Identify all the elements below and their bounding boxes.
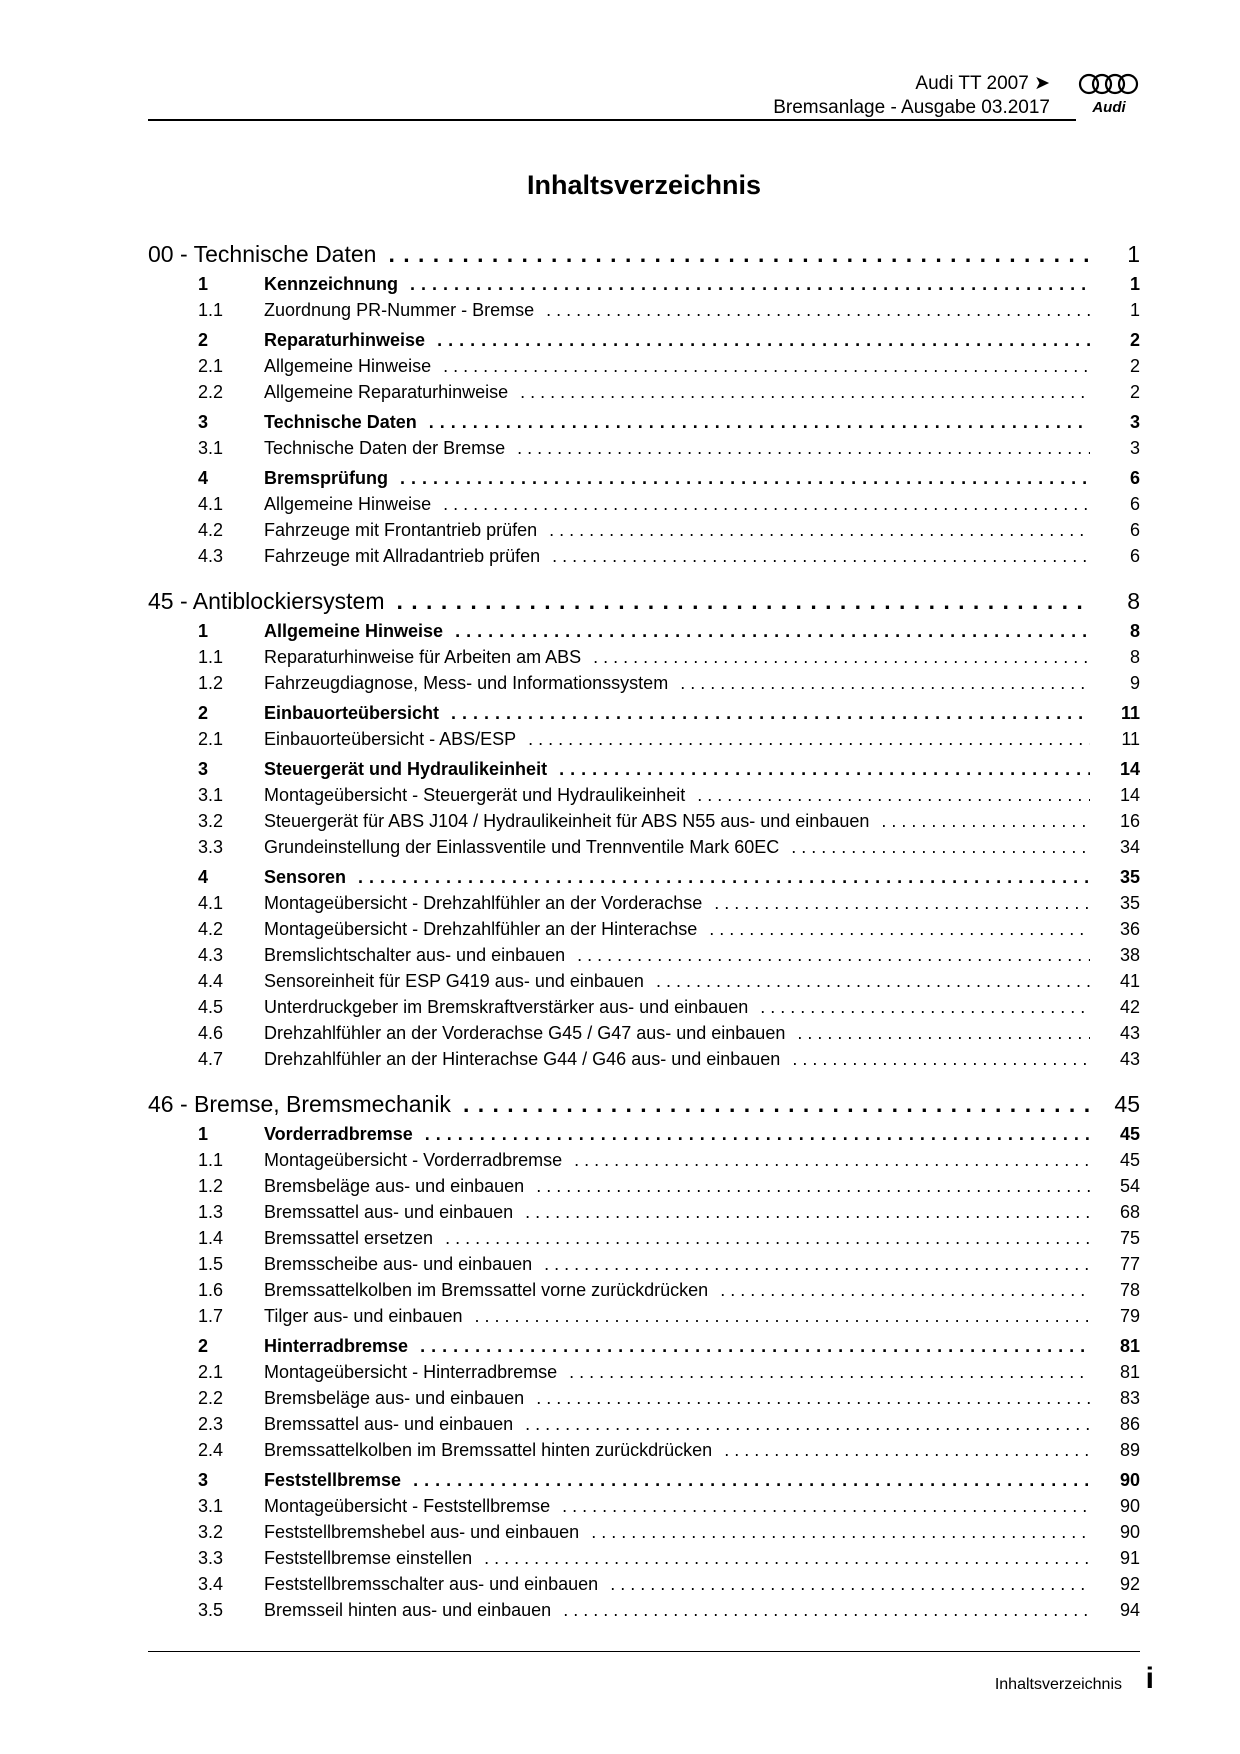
toc-entry-number: 1.6 bbox=[198, 1280, 224, 1300]
toc-entry-page: 90 bbox=[1119, 1496, 1140, 1516]
toc-sub-row[interactable] bbox=[148, 726, 1140, 752]
toc-section-row[interactable] bbox=[148, 409, 1140, 435]
toc-entry-page: 43 bbox=[1119, 1023, 1140, 1043]
dot-leader bbox=[552, 543, 1090, 569]
toc-entry-number: 1.1 bbox=[198, 647, 224, 667]
toc-sub-row[interactable] bbox=[148, 968, 1140, 994]
toc-entry-page: 6 bbox=[1129, 494, 1140, 514]
dot-leader bbox=[546, 297, 1090, 323]
toc-entry-title: Steuergerät und Hydraulikeinheit bbox=[264, 759, 548, 779]
toc-entry-title: Allgemeine Reparaturhinweise bbox=[264, 382, 509, 402]
toc-entry-number: 3.1 bbox=[198, 438, 224, 458]
dot-leader bbox=[593, 644, 1090, 670]
toc-entry-page: 1 bbox=[1129, 300, 1140, 320]
toc-entry-number: 3 bbox=[198, 759, 209, 779]
toc-entry-page: 6 bbox=[1129, 468, 1140, 488]
toc-entry-title: Montageübersicht - Drehzahlfühler an der Vorderachse bbox=[264, 893, 703, 913]
toc-entry-page: 6 bbox=[1129, 546, 1140, 566]
dot-leader bbox=[413, 1467, 1090, 1493]
toc-entry-number: 4.2 bbox=[198, 919, 224, 939]
toc-entry-title: Fahrzeugdiagnose, Mess- und Informationssystem bbox=[264, 673, 669, 693]
dot-leader bbox=[536, 1385, 1090, 1411]
toc-entry-page: 45 bbox=[1114, 1091, 1140, 1117]
toc-entry-number: 1 bbox=[198, 1124, 209, 1144]
toc-entry-number: 1.3 bbox=[198, 1202, 224, 1222]
toc-entry-number: 3.3 bbox=[198, 837, 224, 857]
toc-entry-title: Feststellbremse bbox=[264, 1470, 402, 1490]
toc-entry-title: Technische Daten der Bremse bbox=[264, 438, 506, 458]
toc-entry-page: 79 bbox=[1119, 1306, 1140, 1326]
toc-entry-title: Tilger aus- und einbauen bbox=[264, 1306, 463, 1326]
toc-sub-row[interactable] bbox=[148, 1199, 1140, 1225]
toc-entry-number: 3 bbox=[198, 1470, 209, 1490]
audi-logo-text: Audi bbox=[1092, 99, 1126, 116]
toc-chapter-row[interactable] bbox=[148, 585, 1140, 618]
toc-sub-row[interactable] bbox=[148, 808, 1140, 834]
toc-entry-page: 89 bbox=[1119, 1440, 1140, 1460]
toc-entry-page: 8 bbox=[1127, 588, 1140, 614]
dot-leader bbox=[400, 465, 1090, 491]
toc-entry-title: Bremsbeläge aus- und einbauen bbox=[264, 1176, 525, 1196]
toc-entry-page: 14 bbox=[1119, 785, 1140, 805]
toc-entry-page: 2 bbox=[1129, 382, 1140, 402]
toc-entry-page: 90 bbox=[1119, 1470, 1140, 1490]
toc-entry-page: 2 bbox=[1129, 330, 1140, 350]
toc-section-row[interactable] bbox=[148, 1467, 1140, 1493]
toc-sub-row[interactable] bbox=[148, 1545, 1140, 1571]
toc-entry-title: Bremssattel aus- und einbauen bbox=[264, 1202, 514, 1222]
toc-entry-page: 92 bbox=[1119, 1574, 1140, 1594]
toc-entry-page: 54 bbox=[1119, 1176, 1140, 1196]
toc-section-row[interactable] bbox=[148, 327, 1140, 353]
toc-entry-page: 16 bbox=[1119, 811, 1140, 831]
toc-entry-title: Feststellbremsschalter aus- und einbauen bbox=[264, 1574, 599, 1594]
dot-leader bbox=[559, 756, 1090, 782]
toc-sub-row[interactable] bbox=[148, 1020, 1140, 1046]
toc-entry-number: 2 bbox=[198, 703, 209, 723]
toc-entry-page: 11 bbox=[1121, 729, 1140, 749]
audi-logo-icon bbox=[1078, 72, 1140, 118]
toc-entry-title: Montageübersicht - Vorderradbremse bbox=[264, 1150, 563, 1170]
toc-entry-number: 2.1 bbox=[198, 356, 224, 376]
dot-leader bbox=[709, 916, 1090, 942]
toc-entry-number: 4.3 bbox=[198, 546, 224, 566]
toc-sub-row[interactable] bbox=[148, 1519, 1140, 1545]
toc-entry-number: 4.1 bbox=[198, 494, 224, 514]
toc-entry-page: 9 bbox=[1129, 673, 1140, 693]
dot-leader bbox=[591, 1519, 1090, 1545]
toc-sub-row[interactable] bbox=[148, 1277, 1140, 1303]
dot-leader bbox=[455, 618, 1090, 644]
header-text bbox=[773, 72, 1050, 120]
toc-entry-title: Bremssattel ersetzen bbox=[264, 1228, 434, 1248]
toc-sub-row[interactable] bbox=[148, 491, 1140, 517]
toc-sub-row[interactable] bbox=[148, 942, 1140, 968]
toc-entry-page: 75 bbox=[1119, 1228, 1140, 1248]
dot-leader bbox=[388, 238, 1090, 271]
dot-leader bbox=[791, 834, 1090, 860]
toc-entry-title: Feststellbremshebel aus- und einbauen bbox=[264, 1522, 580, 1542]
toc-entry-page: 86 bbox=[1119, 1414, 1140, 1434]
dot-leader bbox=[525, 1411, 1090, 1437]
toc-entry-title: Bremsscheibe aus- und einbauen bbox=[264, 1254, 533, 1274]
toc-entry-title: Bremslichtschalter aus- und einbauen bbox=[264, 945, 566, 965]
dot-leader bbox=[443, 353, 1090, 379]
toc-entry-number: 2 bbox=[198, 1336, 209, 1356]
toc-entry-number: 1 bbox=[198, 621, 209, 641]
dot-leader bbox=[680, 670, 1090, 696]
dot-leader bbox=[563, 1597, 1090, 1623]
toc-entry-number: 2.4 bbox=[198, 1440, 224, 1460]
toc-entry-page: 14 bbox=[1119, 759, 1140, 779]
toc-entry-title: Feststellbremse einstellen bbox=[264, 1548, 473, 1568]
toc-section-row[interactable] bbox=[148, 271, 1140, 297]
toc-entry-page: 43 bbox=[1119, 1049, 1140, 1069]
dot-leader bbox=[517, 435, 1090, 461]
toc-entry-title: Sensoreinheit für ESP G419 aus- und einbauen bbox=[264, 971, 644, 991]
toc-entry-title: Fahrzeuge mit Allradantrieb prüfen bbox=[264, 546, 541, 566]
toc-entry-number: 3.2 bbox=[198, 1522, 224, 1542]
toc-sub-row[interactable] bbox=[148, 1385, 1140, 1411]
toc-sub-row[interactable] bbox=[148, 297, 1140, 323]
dot-leader bbox=[410, 271, 1090, 297]
dot-leader bbox=[656, 968, 1090, 994]
toc-section-row[interactable] bbox=[148, 465, 1140, 491]
toc-entry-number: 3.4 bbox=[198, 1574, 224, 1594]
header-rule bbox=[148, 119, 1076, 121]
toc-sub-row[interactable] bbox=[148, 1147, 1140, 1173]
dot-leader bbox=[520, 379, 1090, 405]
dot-leader bbox=[425, 1121, 1090, 1147]
page-title: Inhaltsverzeichnis bbox=[526, 170, 762, 200]
toc-sub-row[interactable] bbox=[148, 916, 1140, 942]
toc-entry-number: 3.5 bbox=[198, 1600, 224, 1620]
toc-entry-title: Grundeinstellung der Einlassventile und Trennventile Mark 60EC bbox=[264, 837, 780, 857]
toc-sub-row[interactable] bbox=[148, 517, 1140, 543]
toc-entry-page: 3 bbox=[1129, 412, 1140, 432]
toc-section-row[interactable] bbox=[148, 700, 1140, 726]
toc-entry-page: 41 bbox=[1119, 971, 1140, 991]
dot-leader bbox=[760, 994, 1090, 1020]
toc-entry-page: 1 bbox=[1127, 241, 1140, 267]
toc-entry-number: 2 bbox=[198, 330, 209, 350]
dot-leader bbox=[528, 726, 1090, 752]
toc-entry-number: 4.4 bbox=[198, 971, 224, 991]
toc-section-row[interactable] bbox=[148, 864, 1140, 890]
toc-entry-number: 1.2 bbox=[198, 1176, 224, 1196]
toc-entry-title: Bremsbeläge aus- und einbauen bbox=[264, 1388, 525, 1408]
toc-entry-number: 2.2 bbox=[198, 382, 224, 402]
toc-entry-title: Bremssattel aus- und einbauen bbox=[264, 1414, 514, 1434]
toc-entry-page: 8 bbox=[1129, 621, 1140, 641]
toc-sub-row[interactable] bbox=[148, 1597, 1140, 1623]
header-model: Audi TT 2007 ➤ bbox=[915, 73, 1050, 94]
toc-entry-page: 8 bbox=[1129, 647, 1140, 667]
toc-sub-row[interactable] bbox=[148, 1493, 1140, 1519]
page-header bbox=[148, 66, 1140, 122]
dot-leader bbox=[463, 1088, 1090, 1121]
toc-entry-number: 4.3 bbox=[198, 945, 224, 965]
toc-entry-number: 1 bbox=[198, 274, 209, 294]
toc-entry-number: 2.3 bbox=[198, 1414, 224, 1434]
toc-entry-number: 1.7 bbox=[198, 1306, 224, 1326]
toc-entry-page: 3 bbox=[1129, 438, 1140, 458]
dot-leader bbox=[429, 409, 1090, 435]
toc-entry-number: 4 bbox=[198, 867, 209, 887]
toc-entry-title: Drehzahlfühler an der Vorderachse G45 / G47 aus- und einbauen bbox=[264, 1023, 786, 1043]
toc-sub-row[interactable] bbox=[148, 644, 1140, 670]
dot-leader bbox=[724, 1437, 1090, 1463]
dot-leader bbox=[443, 491, 1090, 517]
toc-entry-page: 45 bbox=[1119, 1124, 1140, 1144]
toc-entry-title: Drehzahlfühler an der Hinterachse G44 / G46 aus- und einbauen bbox=[264, 1049, 781, 1069]
toc-entry-number: 1.5 bbox=[198, 1254, 224, 1274]
toc-entry-title: Sensoren bbox=[264, 867, 347, 887]
footer-label: Inhaltsverzeichnis bbox=[994, 1676, 1122, 1693]
toc-entry-page: 1 bbox=[1129, 274, 1140, 294]
toc-sub-row[interactable] bbox=[148, 1251, 1140, 1277]
toc-entry-title: Bremssattelkolben im Bremssattel vorne zurückdrücken bbox=[264, 1280, 709, 1300]
toc-section-row[interactable] bbox=[148, 756, 1140, 782]
toc-entry-number: 4 bbox=[198, 468, 209, 488]
dot-leader bbox=[525, 1199, 1090, 1225]
dot-leader bbox=[577, 942, 1090, 968]
footer-rule bbox=[148, 1651, 1140, 1652]
toc-entry-title: Allgemeine Hinweise bbox=[264, 356, 432, 376]
toc-sub-row[interactable] bbox=[148, 1437, 1140, 1463]
toc-entry-page: 45 bbox=[1119, 1150, 1140, 1170]
toc-sub-row[interactable] bbox=[148, 670, 1140, 696]
dot-leader bbox=[544, 1251, 1090, 1277]
toc-entry-title: Bremsseil hinten aus- und einbauen bbox=[264, 1600, 552, 1620]
toc-entry-number: 4.7 bbox=[198, 1049, 224, 1069]
toc-entry-page: 78 bbox=[1119, 1280, 1140, 1300]
toc-entry-number: 4.2 bbox=[198, 520, 224, 540]
toc-entry-number: 3.1 bbox=[198, 1496, 224, 1516]
toc-entry-page: 2 bbox=[1129, 356, 1140, 376]
toc-entry-title: Bremssattelkolben im Bremssattel hinten zurückdrücken bbox=[264, 1440, 713, 1460]
toc-entry-number: 2.1 bbox=[198, 729, 224, 749]
toc-sub-row[interactable] bbox=[148, 1359, 1140, 1385]
toc-entry-page: 81 bbox=[1119, 1362, 1140, 1382]
toc-sub-row[interactable] bbox=[148, 353, 1140, 379]
toc-entry-page: 83 bbox=[1119, 1388, 1140, 1408]
toc-entry-title: 00 - Technische Daten bbox=[148, 241, 377, 267]
dot-leader bbox=[396, 585, 1090, 618]
toc-sub-row[interactable] bbox=[148, 1303, 1140, 1329]
dot-leader bbox=[881, 808, 1090, 834]
toc-entry-number: 3 bbox=[198, 412, 209, 432]
toc-sub-row[interactable] bbox=[148, 1173, 1140, 1199]
dot-leader bbox=[358, 864, 1090, 890]
dot-leader bbox=[697, 782, 1090, 808]
toc-entry-title: Montageübersicht - Hinterradbremse bbox=[264, 1362, 558, 1382]
toc-entry-title: Steuergerät für ABS J104 / Hydraulikeinheit für ABS N55 aus- und einbauen bbox=[264, 811, 870, 831]
toc-entry-page: 6 bbox=[1129, 520, 1140, 540]
toc-sub-row[interactable] bbox=[148, 543, 1140, 569]
toc-entry-title: Bremsprüfung bbox=[264, 468, 389, 488]
toc-sub-row[interactable] bbox=[148, 435, 1140, 461]
toc-entry-number: 3.2 bbox=[198, 811, 224, 831]
footer-page-number: i bbox=[1145, 1662, 1154, 1695]
toc-entry-page: 38 bbox=[1119, 945, 1140, 965]
header-subtitle: Bremsanlage - Ausgabe 03.2017 bbox=[773, 97, 1050, 118]
dot-leader bbox=[720, 1277, 1090, 1303]
toc-entry-number: 4.6 bbox=[198, 1023, 224, 1043]
toc-entry-number: 1.2 bbox=[198, 673, 224, 693]
toc-entry-title: Montageübersicht - Steuergerät und Hydraulikeinheit bbox=[264, 785, 686, 805]
dot-leader bbox=[574, 1147, 1090, 1173]
toc-section-row[interactable] bbox=[148, 618, 1140, 644]
dot-leader bbox=[474, 1303, 1090, 1329]
dot-leader bbox=[484, 1545, 1090, 1571]
dot-leader bbox=[451, 700, 1090, 726]
toc-entry-number: 1.1 bbox=[198, 1150, 224, 1170]
toc-entry-title: Allgemeine Hinweise bbox=[264, 494, 432, 514]
toc-sub-row[interactable] bbox=[148, 379, 1140, 405]
toc-entry-title: Einbauorteübersicht - ABS/ESP bbox=[264, 729, 517, 749]
toc-entry-number: 2.2 bbox=[198, 1388, 224, 1408]
toc-entry-title: 45 - Antiblockiersystem bbox=[148, 588, 385, 614]
toc-sub-row[interactable] bbox=[148, 1046, 1140, 1072]
toc-entry-title: Hinterradbremse bbox=[264, 1336, 409, 1356]
table-of-contents bbox=[148, 238, 1140, 1623]
toc-entry-page: 77 bbox=[1119, 1254, 1140, 1274]
toc-sub-row[interactable] bbox=[148, 994, 1140, 1020]
toc-entry-page: 81 bbox=[1119, 1336, 1140, 1356]
dot-leader bbox=[437, 327, 1090, 353]
toc-entry-title: Kennzeichnung bbox=[264, 274, 398, 294]
toc-entry-page: 34 bbox=[1119, 837, 1140, 857]
toc-chapter-row[interactable] bbox=[148, 1088, 1140, 1121]
dot-leader bbox=[420, 1333, 1090, 1359]
toc-sub-row[interactable] bbox=[148, 1571, 1140, 1597]
dot-leader bbox=[445, 1225, 1090, 1251]
toc-entry-title: Vorderradbremse bbox=[264, 1124, 413, 1144]
toc-entry-page: 94 bbox=[1119, 1600, 1140, 1620]
toc-entry-title: Technische Daten bbox=[264, 412, 417, 432]
dot-leader bbox=[714, 890, 1090, 916]
toc-entry-title: Unterdruckgeber im Bremskraftverstärker aus- und einbauen bbox=[264, 997, 749, 1017]
toc-sub-row[interactable] bbox=[148, 834, 1140, 860]
toc-entry-page: 68 bbox=[1119, 1202, 1140, 1222]
toc-entry-title: Reparaturhinweise bbox=[264, 330, 426, 350]
dot-leader bbox=[536, 1173, 1090, 1199]
toc-entry-title: Einbauorteübersicht bbox=[264, 703, 440, 723]
toc-sub-row[interactable] bbox=[148, 782, 1140, 808]
toc-entry-title: Allgemeine Hinweise bbox=[264, 621, 444, 641]
toc-entry-page: 11 bbox=[1120, 703, 1140, 723]
toc-entry-title: Reparaturhinweise für Arbeiten am ABS bbox=[264, 647, 582, 667]
toc-entry-number: 3.1 bbox=[198, 785, 224, 805]
toc-entry-page: 42 bbox=[1119, 997, 1140, 1017]
toc-entry-number: 4.1 bbox=[198, 893, 224, 913]
toc-entry-number: 1.1 bbox=[198, 300, 224, 320]
toc-section-row[interactable] bbox=[148, 1121, 1140, 1147]
dot-leader bbox=[549, 517, 1090, 543]
toc-chapter-row[interactable] bbox=[148, 238, 1140, 271]
toc-entry-page: 35 bbox=[1119, 867, 1140, 887]
toc-entry-number: 4.5 bbox=[198, 997, 224, 1017]
toc-entry-page: 91 bbox=[1119, 1548, 1140, 1568]
toc-entry-title: Zuordnung PR-Nummer - Bremse bbox=[264, 300, 535, 320]
dot-leader bbox=[792, 1046, 1090, 1072]
toc-section-row[interactable] bbox=[148, 1333, 1140, 1359]
toc-entry-title: Fahrzeuge mit Frontantrieb prüfen bbox=[264, 520, 538, 540]
toc-entry-number: 2.1 bbox=[198, 1362, 224, 1382]
toc-entry-title: 46 - Bremse, Bremsmechanik bbox=[148, 1091, 451, 1117]
dot-leader bbox=[610, 1571, 1090, 1597]
toc-sub-row[interactable] bbox=[148, 890, 1140, 916]
toc-sub-row[interactable] bbox=[148, 1225, 1140, 1251]
toc-entry-page: 35 bbox=[1119, 893, 1140, 913]
dot-leader bbox=[797, 1020, 1090, 1046]
toc-entry-title: Montageübersicht - Feststellbremse bbox=[264, 1496, 551, 1516]
dot-leader bbox=[569, 1359, 1090, 1385]
toc-sub-row[interactable] bbox=[148, 1411, 1140, 1437]
toc-entry-page: 90 bbox=[1119, 1522, 1140, 1542]
toc-entry-title: Montageübersicht - Drehzahlfühler an der Hinterachse bbox=[264, 919, 698, 939]
toc-entry-number: 3.3 bbox=[198, 1548, 224, 1568]
dot-leader bbox=[562, 1493, 1090, 1519]
toc-entry-page: 36 bbox=[1119, 919, 1140, 939]
toc-entry-number: 1.4 bbox=[198, 1228, 224, 1248]
